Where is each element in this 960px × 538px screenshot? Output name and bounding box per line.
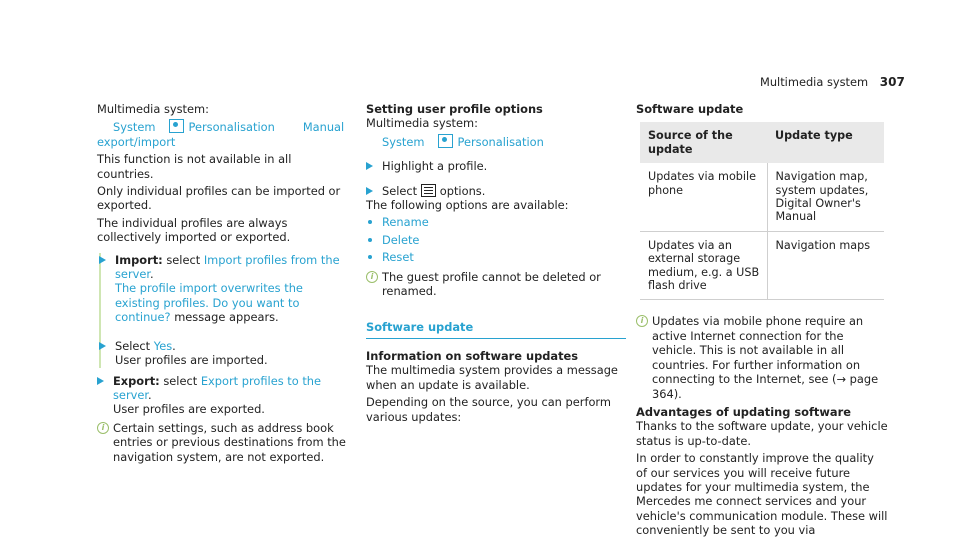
column-middle xyxy=(366,102,626,424)
path-export: export/import xyxy=(97,134,176,149)
menu-path xyxy=(366,134,626,149)
note-mobile-updates: i Updates via mobile phone require an active Internet connection for the vehicle. This is not available in all countries. For further information on connecting to the Internet, see (→ page 364). xyxy=(636,314,888,400)
table-cell: Updates via mobile phone xyxy=(640,163,767,231)
table-cell: Navigation maps xyxy=(767,231,884,300)
import-message: The profile import overwrites the existing profiles. Do you want to continue? message appears. xyxy=(115,281,303,325)
step-select-options: Select options. xyxy=(366,184,626,198)
intro-text: Multimedia system: xyxy=(97,102,209,116)
option-rename: Rename xyxy=(366,215,626,229)
table-cell: Updates via an external storage medium, e.g. a USB flash drive xyxy=(640,231,767,300)
table-header-type: Update type xyxy=(767,122,884,163)
step-arrow-icon xyxy=(99,342,106,350)
table-header-row xyxy=(640,122,884,163)
paragraph-info-1: The multimedia system provides a message when an update is available. xyxy=(366,363,618,392)
paragraph-adv-2: In order to constantly improve the quality of our services you will receive future updates for your multimedia system, the Mercedes me connect services and your vehicle's communication module. These will conveniently be sent to you via xyxy=(636,451,888,538)
page-number: 307 xyxy=(879,75,905,89)
path-system: System xyxy=(382,134,425,149)
path-manual: Manual xyxy=(302,120,345,135)
paragraph-availability: This function is not available in all countries. xyxy=(97,152,292,181)
path-personalisation: Personalisation xyxy=(438,135,557,149)
table-header-source: Source of the update xyxy=(640,122,767,163)
option-delete: Delete xyxy=(366,233,626,247)
step-arrow-icon xyxy=(366,162,373,170)
personalisation-icon xyxy=(438,134,453,148)
table-row xyxy=(640,163,884,231)
export-result: User profiles are exported. xyxy=(113,402,265,417)
paragraph-individual: Only individual profiles can be imported or exported. xyxy=(97,184,341,213)
step-export: Export: select Export profiles to the server. xyxy=(97,374,347,403)
table-row xyxy=(640,231,884,300)
section-software-update: Software update xyxy=(366,320,626,338)
column-right xyxy=(636,102,888,538)
heading-profile-options: Setting user profile options xyxy=(366,102,543,116)
menu-icon xyxy=(421,184,436,197)
paragraph-info-2: Depending on the source, you can perform various updates: xyxy=(366,395,612,424)
import-steps xyxy=(99,253,347,368)
table-cell: Navigation map, system updates, Digital Owner's Manual xyxy=(767,163,884,231)
info-icon: i xyxy=(97,422,109,434)
note-settings: i Certain settings, such as address book entries or previous destinations from the navigation system, are not exported. xyxy=(97,421,347,464)
info-icon: i xyxy=(366,271,378,283)
update-table xyxy=(640,122,884,300)
step-select-yes: Select Yes. xyxy=(99,339,347,353)
options-intro: The following options are available: xyxy=(366,198,569,213)
column-left xyxy=(97,102,347,464)
step-arrow-icon xyxy=(99,256,106,264)
page-header xyxy=(760,75,905,89)
menu-path xyxy=(97,119,347,134)
option-reset: Reset xyxy=(366,250,626,264)
heading-info-updates: Information on software updates xyxy=(366,348,579,363)
step-highlight: Highlight a profile. xyxy=(366,159,626,173)
step-arrow-icon xyxy=(97,377,104,385)
import-result: User profiles are imported. xyxy=(115,353,268,368)
step-import: Import: select Import profiles from the server. xyxy=(99,253,347,282)
personalisation-icon xyxy=(169,119,184,133)
heading-software-update: Software update xyxy=(636,102,744,116)
paragraph-collective: The individual profiles are always collectively imported or exported. xyxy=(97,215,291,245)
path-personalisation: Personalisation xyxy=(169,120,288,134)
note-guest: i The guest profile cannot be deleted or renamed. xyxy=(366,270,626,299)
paragraph-adv-1: Thanks to the software update, your vehicle status is up-to-date. xyxy=(636,419,888,448)
step-arrow-icon xyxy=(366,187,373,195)
header-title: Multimedia system xyxy=(760,75,869,89)
heading-advantages: Advantages of updating software xyxy=(636,404,851,419)
info-icon: i xyxy=(636,315,648,327)
intro-text: Multimedia system: xyxy=(366,116,478,131)
path-system: System xyxy=(113,120,156,135)
